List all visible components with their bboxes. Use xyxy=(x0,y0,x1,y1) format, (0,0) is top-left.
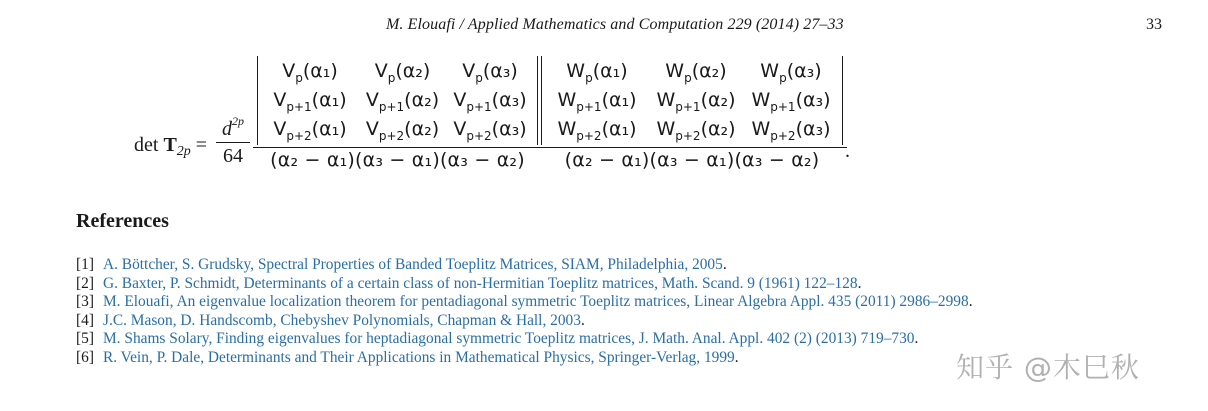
reference-item xyxy=(76,293,973,312)
references-heading: References xyxy=(76,210,169,232)
reference-item xyxy=(76,256,973,275)
det-operator: det xyxy=(134,134,164,156)
matrix-entry: $V_{p+1}(\alpha_1)$ xyxy=(273,89,347,114)
matrix-entry: $W_p(\alpha_1)$ xyxy=(566,60,628,85)
reference-terminator: . xyxy=(580,311,585,329)
matrix-entry: $V_{p+1}(\alpha_2)$ xyxy=(365,89,440,114)
matrix-entry: $W_{p+2}(\alpha_2)$ xyxy=(656,118,736,143)
matrix-row xyxy=(548,87,836,116)
coef-denominator: 64 xyxy=(223,145,243,167)
matrix-entry: $V_{p+2}(\alpha_2)$ xyxy=(365,118,440,143)
reference-link[interactable]: G. Baxter, P. Schmidt, Determinants of a certain class of non-Hermitian Toeplitz matrices, Math. Scand. 9 (1961) 122–128 xyxy=(103,274,858,292)
reference-terminator: . xyxy=(857,274,862,292)
reference-terminator: . xyxy=(734,348,739,366)
reference-item xyxy=(76,312,973,331)
matrix-entry: $V_p(\alpha_3)$ xyxy=(462,60,518,85)
matrix-symbol: T xyxy=(163,134,177,156)
v-matrix xyxy=(264,58,531,145)
matrix-entry: $V_{p+2}(\alpha_1)$ xyxy=(273,118,347,143)
matrix-entry: $W_{p+2}(\alpha_1)$ xyxy=(557,118,637,143)
w-denominator: (α₂ − α₁)(α₃ − α₁)(α₃ − α₂) xyxy=(564,149,820,171)
reference-link[interactable]: R. Vein, P. Dale, Determinants and Their Applications in Mathematical Physics, Springer-Verlag, 1999 xyxy=(103,348,735,366)
reference-number: [2] xyxy=(76,274,94,292)
reference-link[interactable]: A. Böttcher, S. Grudsky, Spectral Properties of Banded Toeplitz Matrices, SIAM, Philadelphia, 2005 xyxy=(103,256,723,273)
v-determinant-fraction xyxy=(253,56,542,171)
reference-terminator: . xyxy=(968,293,973,310)
reference-terminator: . xyxy=(722,256,727,273)
w-matrix xyxy=(548,58,836,145)
matrix-entry: $W_p(\alpha_3)$ xyxy=(760,60,822,85)
equation-period: . xyxy=(845,140,850,162)
reference-item xyxy=(76,275,973,294)
reference-item xyxy=(76,330,973,349)
page-number: 33 xyxy=(1146,16,1162,33)
reference-terminator: . xyxy=(914,330,919,347)
matrix-row xyxy=(264,116,531,145)
reference-number: [1] xyxy=(76,256,94,273)
reference-number: [3] xyxy=(76,293,94,310)
reference-number: [5] xyxy=(76,330,94,347)
matrix-subscript: 2p xyxy=(176,144,191,159)
matrix-row xyxy=(264,58,531,87)
matrix-row xyxy=(548,116,836,145)
v-determinant xyxy=(257,56,538,145)
matrix-entry: $V_{p+1}(\alpha_3)$ xyxy=(453,89,527,114)
matrix-entry: $W_{p+2}(\alpha_3)$ xyxy=(751,118,831,143)
reference-number: [4] xyxy=(76,311,94,329)
reference-link[interactable]: M. Elouafi, An eigenvalue localization theorem for pentadiagonal symmetric Toeplitz matrices, Linear Algebra Appl. 435 (2011) 2986–2998 xyxy=(103,293,969,310)
matrix-entry: $V_p(\alpha_2)$ xyxy=(374,60,431,85)
coefficient-fraction xyxy=(216,114,250,168)
v-denominator: (α₂ − α₁)(α₃ − α₁)(α₃ − α₂) xyxy=(270,149,525,171)
reference-item xyxy=(76,349,973,368)
coef-numerator: $d^{2p}$ xyxy=(216,114,250,143)
journal-citation: M. Elouafi / Applied Mathematics and Computation 229 (2014) 27–33 xyxy=(386,16,844,33)
watermark: 知乎 @木巳秋 xyxy=(956,351,1140,384)
matrix-entry: $W_{p+1}(\alpha_1)$ xyxy=(557,89,637,114)
matrix-row xyxy=(548,58,836,87)
running-header xyxy=(0,16,1208,38)
w-determinant-fraction xyxy=(537,56,847,171)
w-determinant xyxy=(541,56,843,145)
matrix-entry: $V_p(\alpha_1)$ xyxy=(282,60,338,85)
matrix-entry: $W_{p+1}(\alpha_2)$ xyxy=(656,89,736,114)
matrix-entry: $W_p(\alpha_2)$ xyxy=(665,60,727,85)
equation-lhs xyxy=(134,134,207,160)
matrix-entry: $W_{p+1}(\alpha_3)$ xyxy=(751,89,831,114)
matrix-entry: $V_{p+2}(\alpha_3)$ xyxy=(453,118,527,143)
reference-link[interactable]: M. Shams Solary, Finding eigenvalues for heptadiagonal symmetric Toeplitz matrices, J. Math. Anal. Appl. 402 (2) (2013) 719–730 xyxy=(103,330,915,347)
matrix-row xyxy=(264,87,531,116)
equals-sign: = xyxy=(190,134,208,156)
reference-list xyxy=(76,256,973,367)
determinant-equation xyxy=(0,56,1208,181)
reference-number: [6] xyxy=(76,348,94,366)
reference-link[interactable]: J.C. Mason, D. Handscomb, Chebyshev Polynomials, Chapman & Hall, 2003 xyxy=(103,311,581,329)
